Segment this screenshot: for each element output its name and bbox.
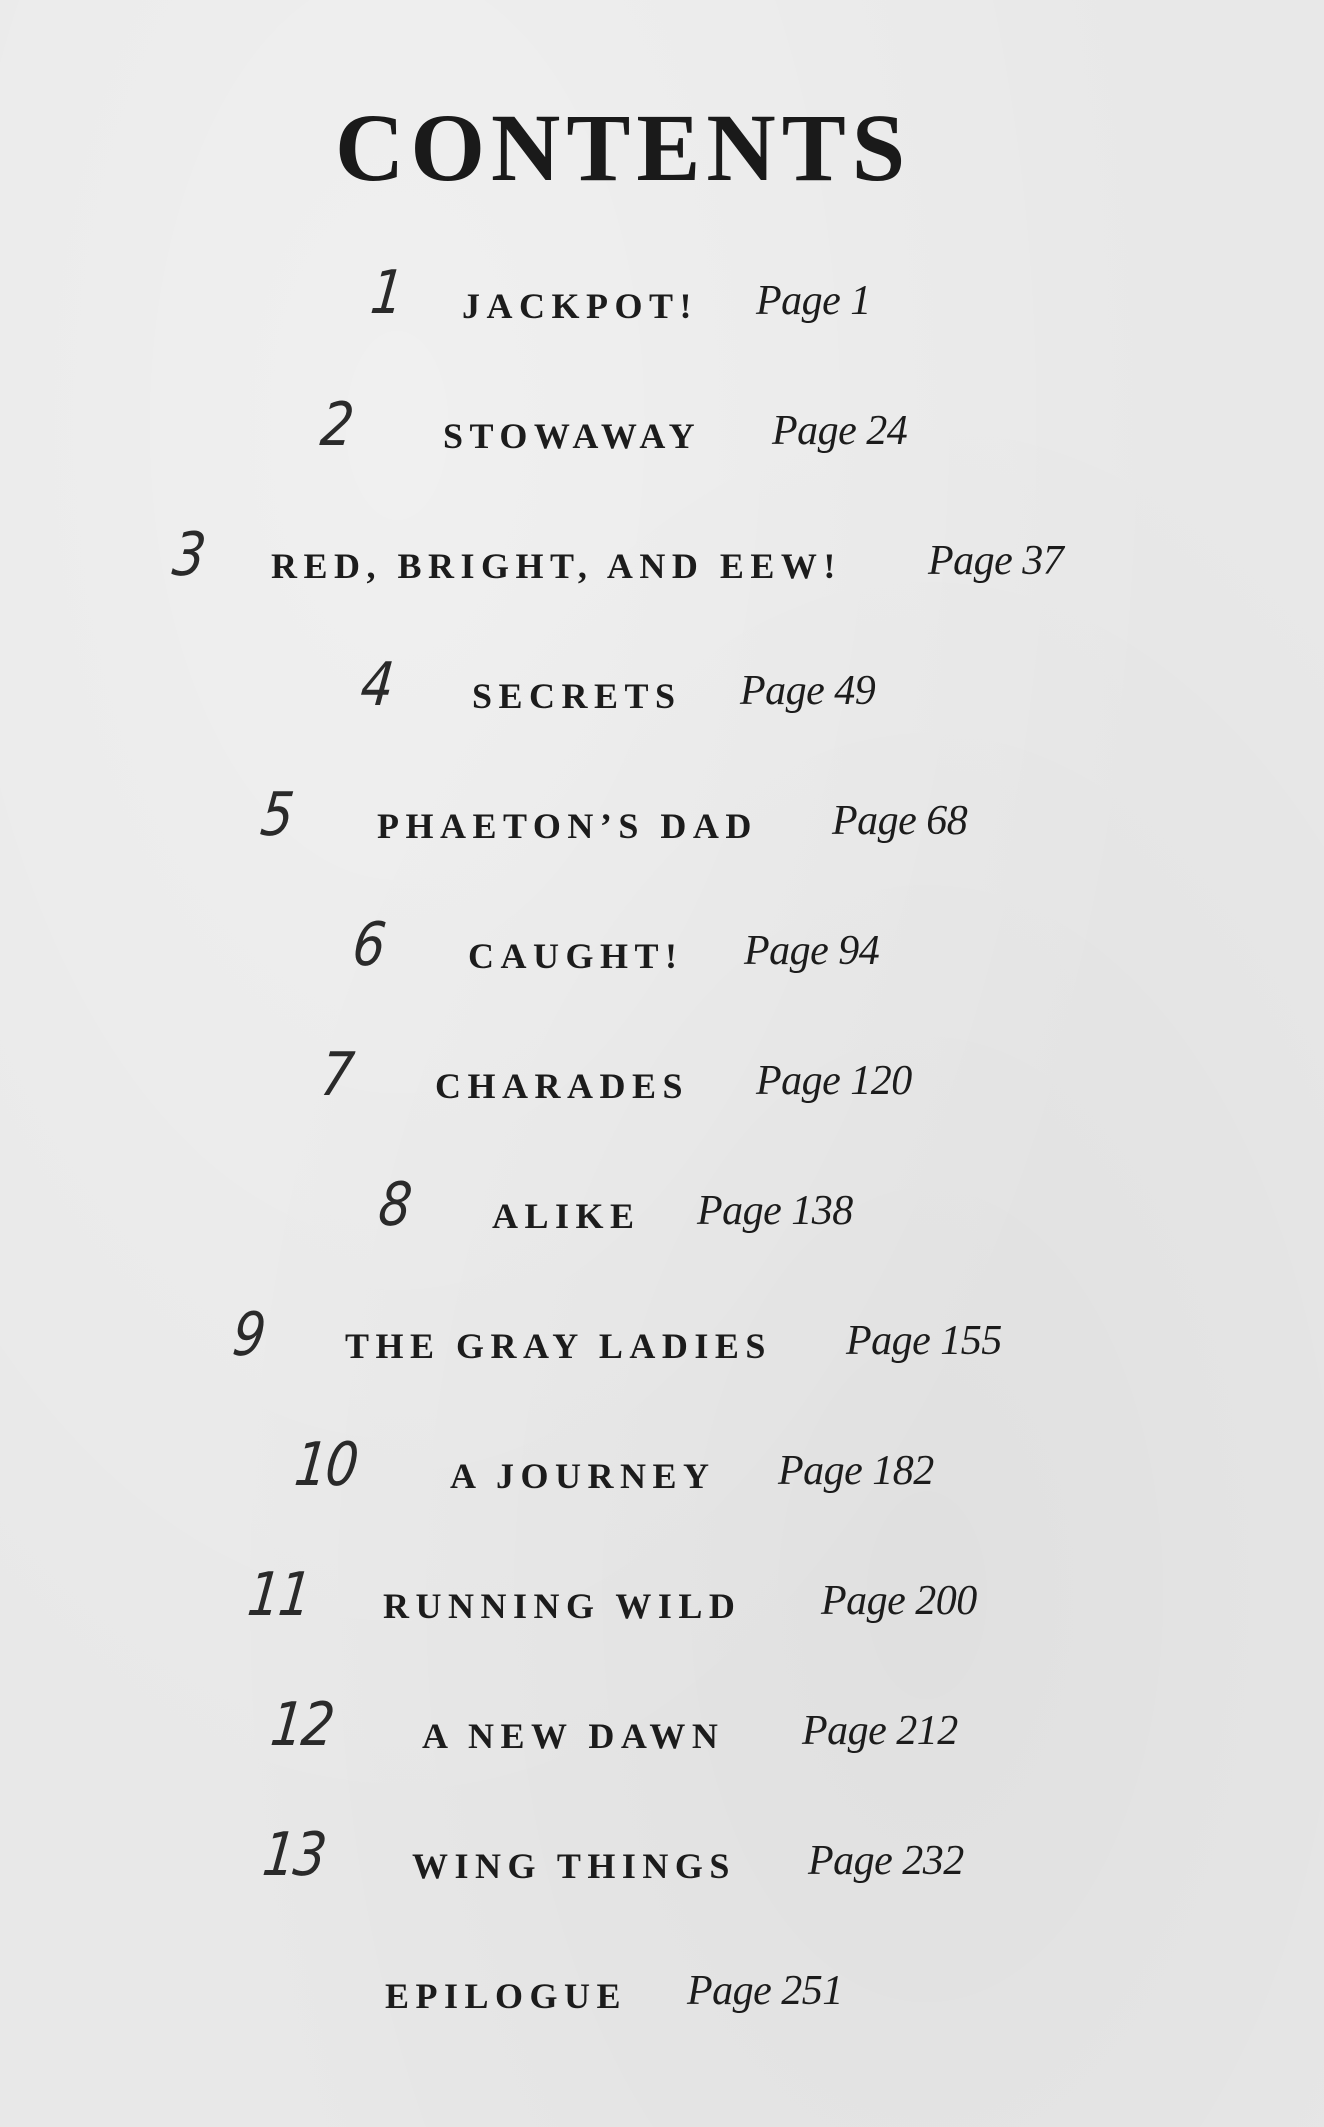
chapter-title: WING THINGS xyxy=(412,1846,736,1886)
page-reference: Page 232 xyxy=(808,1838,964,1884)
chapter-number: 5 xyxy=(257,780,296,850)
chapter-number: 9 xyxy=(229,1300,268,1370)
chapter-title: PHAETON’S DAD xyxy=(377,806,758,846)
chapter-number: 13 xyxy=(259,1820,329,1890)
page-reference: Page 155 xyxy=(846,1318,1002,1364)
page-reference: Page 37 xyxy=(928,538,1064,584)
page-reference: Page 94 xyxy=(744,928,880,974)
chapter-title: A JOURNEY xyxy=(450,1456,716,1496)
page-reference: Page 212 xyxy=(802,1708,958,1754)
chapter-title: THE GRAY LADIES xyxy=(345,1326,772,1366)
page-reference: Page 68 xyxy=(832,798,968,844)
chapter-number: 1 xyxy=(367,258,406,328)
chapter-title: STOWAWAY xyxy=(443,416,702,456)
chapter-number: 4 xyxy=(357,650,396,720)
chapter-number: 3 xyxy=(169,520,208,590)
page-reference: Page 251 xyxy=(687,1968,843,2014)
chapter-title: RUNNING WILD xyxy=(383,1586,742,1626)
page-reference: Page 200 xyxy=(821,1578,977,1624)
page-reference: Page 138 xyxy=(697,1188,853,1234)
chapter-title: ALIKE xyxy=(492,1196,641,1236)
page-reference: Page 182 xyxy=(778,1448,934,1494)
chapter-title: CHARADES xyxy=(435,1066,690,1106)
chapter-number: 11 xyxy=(244,1560,314,1630)
page-reference: Page 120 xyxy=(756,1058,912,1104)
chapter-title: RED, BRIGHT, AND EEW! xyxy=(271,546,842,586)
page-reference: Page 49 xyxy=(740,668,876,714)
chapter-title: A NEW DAWN xyxy=(422,1716,725,1756)
chapter-number: 7 xyxy=(317,1040,356,1110)
page-reference: Page 1 xyxy=(756,278,871,324)
chapter-title: CAUGHT! xyxy=(468,936,684,976)
page-reference: Page 24 xyxy=(772,408,908,454)
chapter-number: 8 xyxy=(375,1170,414,1240)
chapter-number: 2 xyxy=(317,390,356,460)
page-title-text: CONTENTS xyxy=(335,94,912,201)
chapter-number: 12 xyxy=(267,1690,337,1760)
chapter-title: SECRETS xyxy=(472,676,682,716)
chapter-title: JACKPOT! xyxy=(462,286,698,326)
epilogue-title: EPILOGUE xyxy=(385,1976,628,2016)
chapter-number: 10 xyxy=(291,1430,361,1500)
chapter-number: 6 xyxy=(349,910,388,980)
